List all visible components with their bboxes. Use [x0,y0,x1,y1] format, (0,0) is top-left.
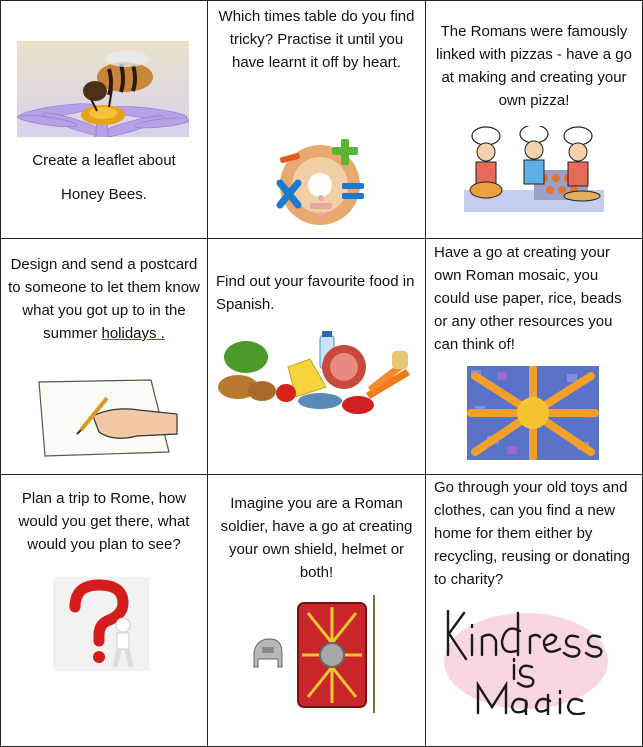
postcard-text-main: Design and send a postcard to someone to let them know what you got up to in the summer [8,256,200,342]
sun-mosaic-image [467,366,599,460]
maths-symbols-icon [266,139,374,229]
food-collection-image [216,331,418,421]
rome-trip-text: Plan a trip to Rome, how would you get there, what would you plan to see? [18,490,190,553]
roman-shield-helmet-image [248,593,386,715]
times-table-text: Which times table do you find tricky? Practise it until you have learnt it off by heart. [218,8,415,71]
cell-rome-trip [1,475,208,746]
cell-postcard [1,239,208,475]
cell-roman-soldier [208,475,426,746]
hand-writing-image [31,376,179,458]
honey-bees-line-2: Honey Bees. [61,186,147,203]
spanish-food-text: Find out your favourite food in Spanish. [216,273,415,313]
cell-pizza [426,1,642,239]
bee-on-flower-image [17,41,189,137]
roman-soldier-text: Imagine you are a Roman soldier, have a go at creating your own shield, helmet or both! [220,495,413,581]
cell-old-toys [426,475,642,746]
old-toys-text: Go through your old toys and clothes, can you find a new home for them either by recycling, reusing or donating to charity? [434,479,630,588]
cell-spanish-food [208,239,426,475]
honey-bees-line-1: Create a leaflet about [32,152,176,169]
kindness-is-magic-image [438,595,610,715]
postcard-text [1,239,207,345]
question-mark-figure [53,577,149,671]
roman-mosaic-text: Have a go at creating your own Roman mosaic, you could use paper, rice, beads or any other resources you can think of! [434,244,622,353]
cell-times-table [208,1,426,239]
pizza-text: The Romans were famously linked with pizzas - have a go at making and creating your own pizza! [436,23,632,109]
cell-honey-bees [1,1,208,239]
chef-children-image [464,126,604,214]
postcard-text-holidays: holidays . [101,325,165,342]
cell-roman-mosaic [426,239,642,475]
